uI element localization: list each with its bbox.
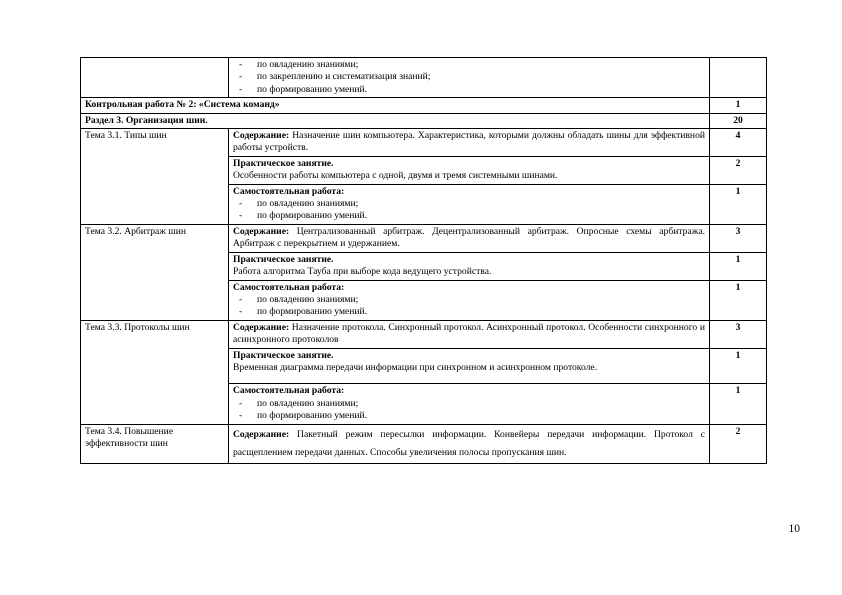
list-item: - по овладению знаниями; <box>239 198 359 210</box>
hours-cell: 1 <box>710 98 767 113</box>
independent-work-cell: Самостоятельная работа: - по овладению знаниями; - по формированию умений. <box>229 280 710 320</box>
practice-cell: Практическое занятие. Временная диаграмма передачи информации при синхронном и асинхронном протоколе. <box>229 348 710 384</box>
content-cell: Содержание: Централизованный арбитраж. Децентрализованный арбитраж. Опросные схемы арбитража. Арбитраж с перекрытием и удержанием. <box>229 224 710 252</box>
hours-cell: 20 <box>710 113 767 128</box>
topic-title: Тема 3.4. Повышение эффективности шин <box>81 424 229 463</box>
hours-cell: 1 <box>710 280 767 320</box>
hours-cell: 1 <box>710 348 767 384</box>
curriculum-table <box>80 57 767 464</box>
table-row <box>81 424 767 463</box>
table-row <box>81 58 767 98</box>
hours-cell: 1 <box>710 252 767 280</box>
hours-cell: 2 <box>710 156 767 184</box>
control-work-title: Контрольная работа № 2: «Система команд» <box>81 98 710 113</box>
hours-cell: 3 <box>710 224 767 252</box>
list-item: - по овладению знаниями; <box>239 59 359 70</box>
topic-title: Тема 3.1. Типы шин <box>81 129 229 225</box>
document-page <box>80 57 766 464</box>
hours-cell: 4 <box>710 129 767 157</box>
independent-work-cell: Самостоятельная работа: - по овладению знаниями; - по формированию умений. <box>229 384 710 424</box>
independent-work-cell <box>229 58 710 98</box>
topic-cell <box>81 58 229 98</box>
hours-cell: 2 <box>710 424 767 463</box>
list-item: - по формированию умений. <box>239 410 368 422</box>
hours-cell: 1 <box>710 184 767 224</box>
topic-title: Тема 3.2. Арбитраж шин <box>81 224 229 320</box>
table-row <box>81 320 767 348</box>
section-title: Раздел 3. Организация шин. <box>81 113 710 128</box>
practice-cell: Практическое занятие. Работа алгоритма Тауба при выборе кода ведущего устройства. <box>229 252 710 280</box>
table-row <box>81 224 767 252</box>
table-row <box>81 113 767 128</box>
list-item: - по формированию умений. <box>239 306 368 318</box>
hours-cell: 3 <box>710 320 767 348</box>
content-cell: Содержание: Назначение шин компьютера. Характеристика, которыми должны обладать шины для эффективной работы устройств. <box>229 129 710 157</box>
content-cell: Содержание: Назначение протокола. Синхронный протокол. Асинхронный протокол. Особенности синхронного и асинхронного протоколов <box>229 320 710 348</box>
topic-title: Тема 3.3. Протоколы шин <box>81 320 229 424</box>
list-item: - по формированию умений. <box>239 210 368 222</box>
independent-work-cell: Самостоятельная работа: - по овладению знаниями; - по формированию умений. <box>229 184 710 224</box>
table-row <box>81 129 767 157</box>
practice-cell: Практическое занятие. Особенности работы компьютера с одной, двумя и тремя системными шинами. <box>229 156 710 184</box>
list-item: - по закреплению и систематизация знаний; <box>239 71 431 83</box>
content-cell: Содержание: Пакетный режим пересылки информации. Конвейеры передачи информации. Протокол с расщеплением передачи данных. Способы увеличения полосы пропускания шин. <box>229 424 710 463</box>
page-number: 10 <box>788 523 800 535</box>
table-row <box>81 98 767 113</box>
hours-cell: 1 <box>710 384 767 424</box>
list-item: - по формированию умений. <box>239 83 368 95</box>
list-item: - по овладению знаниями; <box>239 397 359 409</box>
list-item: - по овладению знаниями; <box>239 293 359 305</box>
hours-cell <box>710 58 767 98</box>
